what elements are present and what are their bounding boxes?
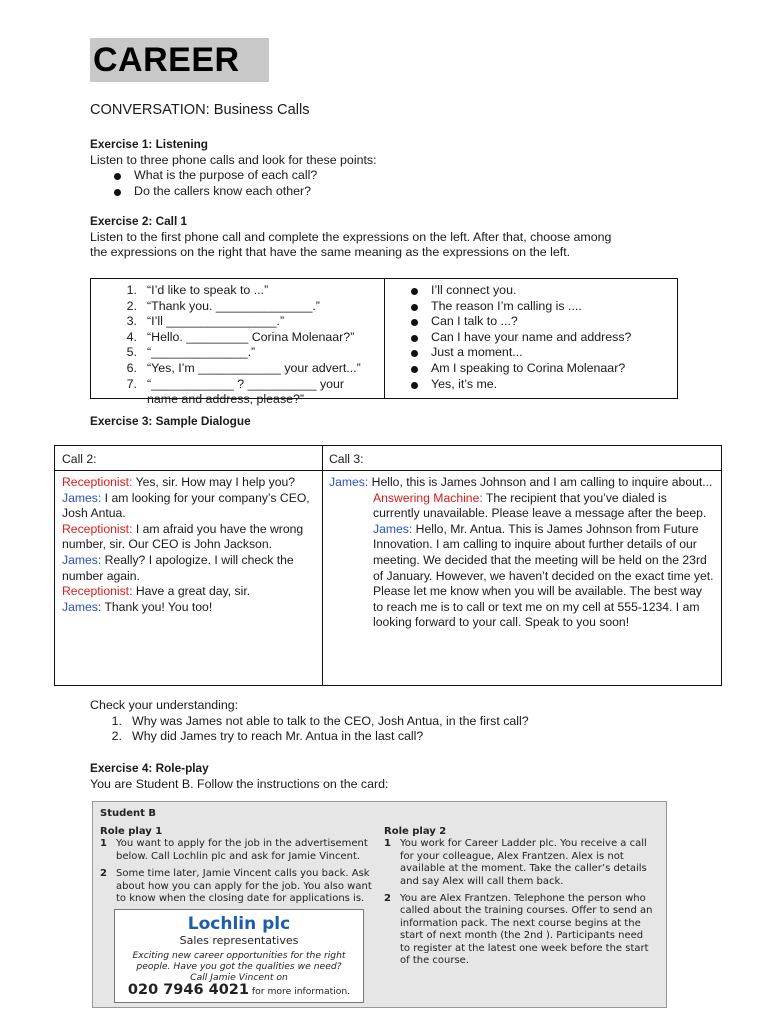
dialogue-line: James: Thank you! You too! <box>62 599 213 614</box>
list-item: 6. “Yes, I’m ____________ your advert...” <box>126 360 361 375</box>
ad-role: Sales representatives <box>179 934 299 947</box>
list-item: Can I talk to ...? <box>409 314 671 330</box>
ad-contact <box>115 984 363 998</box>
role-play-2 <box>384 826 656 967</box>
dialogue-line: James: Hello, this is James Johnson and I am calling to inquire about... <box>329 475 713 489</box>
list-item: 4. “Hello. _________ Corina Molenaar?” <box>126 329 355 344</box>
ad-more: for more information. <box>248 986 351 997</box>
exercise-1-points <box>112 168 690 199</box>
list-item: I’ll connect you. <box>409 283 671 299</box>
exercise-1-heading: Exercise 1: Listening <box>90 137 209 151</box>
column-divider <box>322 446 323 685</box>
card-title: Student B <box>100 808 157 819</box>
list-item: 3. “I’ll ________________.” <box>126 314 285 329</box>
list-item: 2. Why did James try to reach Mr. Antua in the last call? <box>111 729 424 744</box>
call-3-header: Call 3: <box>329 452 364 466</box>
page-subtitle: CONVERSATION: Business Calls <box>90 102 310 118</box>
dialogue-line: Receptionist: Yes, sir. How may I help you? <box>62 475 296 489</box>
role-play-item: 2 You are Alex Frantzen. Telephone the person who called about the training courses. Offer to send an information pack. The next course begins at the start of next month (the 2nd ). Participants need to register at the latest one week before the start of the course. <box>384 893 653 967</box>
list-item: 1. “I’d like to speak to ...” <box>126 283 269 297</box>
list-item: The reason I’m calling is .... <box>409 299 671 315</box>
role-play-item: 1 You want to apply for the job in the advertisement below. Call Lochlin plc and ask for Jamie Vincent. <box>100 838 368 862</box>
role-play-item: 2 Some time later, Jamie Vincent calls you back. Ask about how you can apply for the job. You also want to know when the closing date for applications is. <box>100 868 372 905</box>
role-play-card <box>92 801 667 1008</box>
list-item: Yes, it’s me. <box>409 377 671 393</box>
dialogue-line: Receptionist: Have a great day, sir. <box>62 584 251 599</box>
exercise-2-intro-line1: Listen to the first phone call and complete the expressions on the left. After that, choose among <box>90 229 612 244</box>
role-play-2-title: Role play 2 <box>384 826 447 837</box>
list-item: Can I have your name and address? <box>409 330 671 346</box>
call-3-dialogue <box>329 475 715 631</box>
role-play-1 <box>100 826 372 905</box>
dialogue-line: Answering Machine: The recipient that you’ve dialed is currently unavailable. Please leave a message after the beep. <box>373 490 707 521</box>
exercise-2 <box>90 214 690 261</box>
list-item: 1. Why was James not able to talk to the CEO, Josh Antua, in the first call? <box>111 713 529 728</box>
dialogue-line: James: I am looking for your company’s CEO, Josh Antua. <box>62 490 310 521</box>
list-item: Do the callers know each other? <box>112 184 690 200</box>
expressions-right-column <box>385 279 677 398</box>
expressions-left-list <box>119 283 378 408</box>
list-item: What is the purpose of each call? <box>112 168 690 184</box>
exercise-2-table <box>90 278 678 407</box>
list-item: 2. “Thank you. ______________.” <box>126 298 320 313</box>
dialogue-line: James: Really? I apologize. I will check the number again. <box>62 552 294 583</box>
call-2-dialogue <box>62 475 316 615</box>
dialogue-table <box>54 445 722 686</box>
expressions-left-column <box>91 279 385 407</box>
exercise-1 <box>90 137 690 199</box>
ad-company: Lochlin plc <box>187 914 291 934</box>
page-title: CAREER <box>90 38 269 82</box>
exercise-4-heading: Exercise 4: Role-play <box>90 761 209 775</box>
exercise-4-intro: You are Student B. Follow the instructions on the card: <box>90 776 389 791</box>
ad-phone: 020 7946 4021 <box>127 982 249 998</box>
check-label: Check your understanding: <box>90 698 239 712</box>
expressions-right-list <box>409 283 671 392</box>
dialogue-line: James: Hello, Mr. Antua. This is James Johnson from Future Innovation. I am calling to inquire about further details of our meeting. We decided that the meeting will be held on the 23rd of January. However, we haven’t decided on the exact time yet. Please let me know when you will be available. The best way to reach me is to call or text me on my cell at 555-1234. I am looking forward to your call. Speak to you soon! <box>373 521 714 630</box>
ad-call-line: Call Jamie Vincent on <box>190 972 288 983</box>
list-item: 5. “______________.” <box>126 345 256 360</box>
exercise-3-heading: Exercise 3: Sample Dialogue <box>90 414 251 428</box>
ad-tagline-1: Exciting new career opportunities for the right <box>132 950 346 961</box>
role-play-item: 1 You work for Career Ladder plc. You receive a call for your colleague, Alex Frantzen. Alex is not available at the moment. Take the caller’s details and say Alex will call them back. <box>384 838 647 887</box>
job-advertisement <box>114 909 364 1003</box>
list-item: 7. “____________ ? __________ your name and address, please?” <box>126 376 345 407</box>
ad-tagline-2: people. Have you got the qualities we need? <box>136 961 342 972</box>
list-item: Am I speaking to Corina Molenaar? <box>409 361 671 377</box>
exercise-2-heading: Exercise 2: Call 1 <box>90 214 188 228</box>
list-item: Just a moment... <box>409 345 671 361</box>
check-questions <box>104 714 690 745</box>
exercise-4 <box>90 761 690 792</box>
call-2-header: Call 2: <box>62 452 97 466</box>
dialogue-line: Receptionist: I am afraid you have the wrong number, sir. Our CEO is John Jackson. <box>62 521 304 552</box>
exercise-2-intro-line2: the expressions on the right that have the same meaning as the expressions on the left. <box>90 245 571 260</box>
role-play-1-title: Role play 1 <box>100 826 163 837</box>
header-divider <box>55 470 721 471</box>
check-understanding <box>90 698 690 745</box>
exercise-1-intro: Listen to three phone calls and look for these points: <box>90 152 377 167</box>
